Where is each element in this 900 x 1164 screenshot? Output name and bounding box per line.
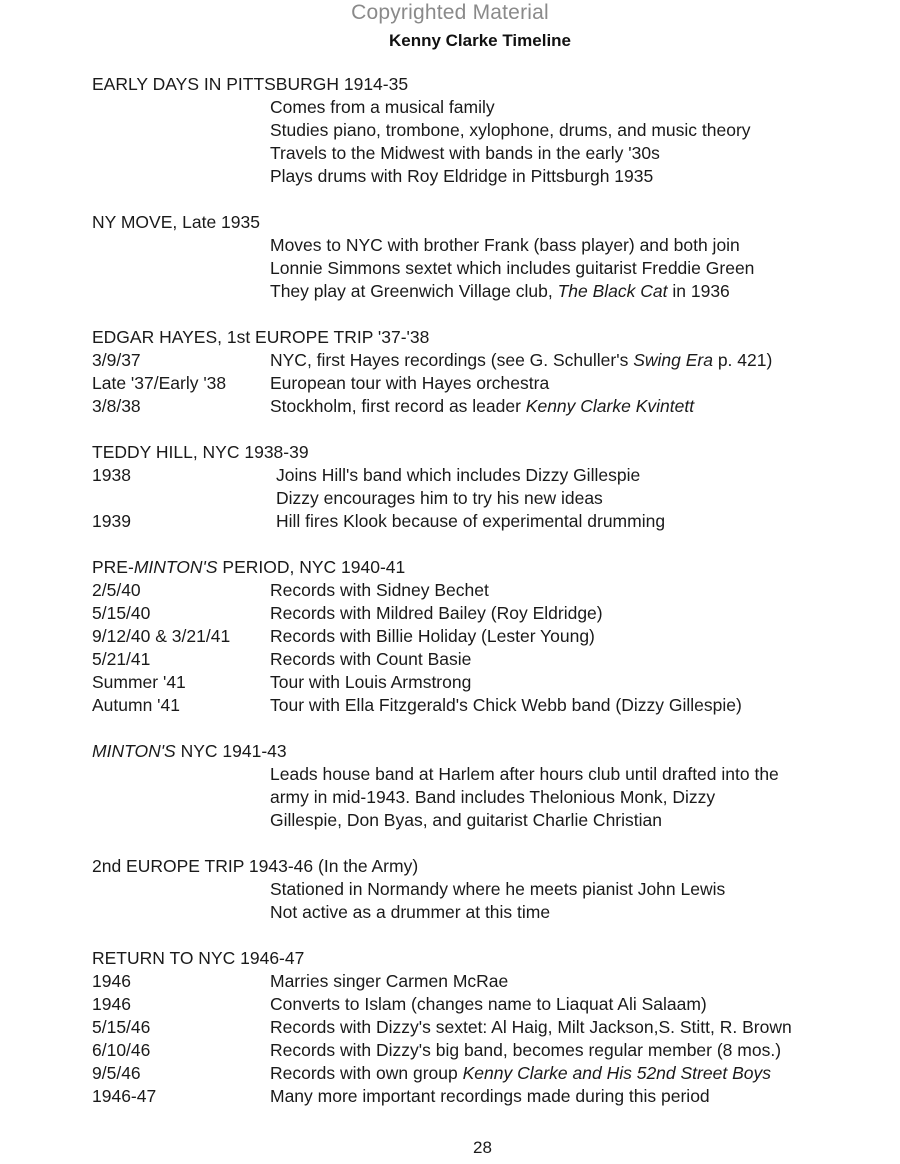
row-date bbox=[92, 257, 270, 280]
section-heading: NY MOVE, Late 1935 bbox=[92, 212, 260, 232]
row-text: Records with Billie Holiday (Lester Young) bbox=[270, 626, 595, 646]
section-heading: 2nd EUROPE TRIP 1943-46 (In the Army) bbox=[92, 856, 419, 876]
row-date: 1946-47 bbox=[92, 1086, 157, 1106]
timeline-row bbox=[92, 510, 882, 533]
section-heading: EARLY DAYS IN PITTSBURGH 1914-35 bbox=[92, 74, 409, 94]
row-text: European tour with Hayes orchestra bbox=[270, 373, 550, 393]
timeline-row bbox=[92, 809, 882, 832]
row-text-pre: They play at Greenwich Village club, bbox=[270, 281, 558, 301]
timeline-row bbox=[92, 602, 882, 625]
page-title: Kenny Clarke Timeline bbox=[388, 31, 572, 50]
row-text: Records with Sidney Bechet bbox=[270, 580, 489, 600]
row-date: 5/15/46 bbox=[92, 1017, 151, 1037]
section-heading: EDGAR HAYES, 1st EUROPE TRIP '37-'38 bbox=[92, 327, 430, 347]
row-text: Studies piano, trombone, xylophone, drums, and music theory bbox=[270, 120, 751, 140]
timeline-row bbox=[92, 349, 882, 372]
timeline-row bbox=[92, 165, 882, 188]
row-text bbox=[270, 349, 882, 372]
timeline-row bbox=[92, 648, 882, 671]
row-text: Records with Count Basie bbox=[270, 649, 472, 669]
heading-post: NYC 1941-43 bbox=[175, 741, 287, 761]
timeline-row bbox=[92, 395, 882, 418]
timeline-row bbox=[92, 372, 882, 395]
timeline-row bbox=[92, 487, 882, 510]
row-date: 1938 bbox=[92, 465, 131, 485]
row-date bbox=[92, 165, 270, 188]
timeline-row bbox=[92, 1062, 882, 1085]
section-edgar-hayes bbox=[92, 326, 882, 418]
row-date bbox=[92, 786, 270, 809]
row-date: 1946 bbox=[92, 994, 131, 1014]
row-text-post: p. 421) bbox=[712, 350, 773, 370]
watermark: Copyrighted Material bbox=[351, 1, 549, 24]
timeline-row bbox=[92, 970, 882, 993]
row-text-post: in 1936 bbox=[667, 281, 730, 301]
row-text: Leads house band at Harlem after hours club until drafted into the bbox=[270, 764, 779, 784]
timeline-row bbox=[92, 878, 882, 901]
heading-italic: MINTON'S bbox=[133, 557, 218, 577]
row-text: army in mid-1943. Band includes Thelonious Monk, Dizzy bbox=[270, 787, 716, 807]
row-text: Tour with Louis Armstrong bbox=[270, 672, 472, 692]
row-text-italic: Swing Era bbox=[633, 350, 713, 370]
timeline-row bbox=[92, 1016, 882, 1039]
row-date: Summer '41 bbox=[92, 672, 186, 692]
row-text: Travels to the Midwest with bands in the early '30s bbox=[270, 143, 660, 163]
row-text-pre: Records with own group bbox=[270, 1063, 463, 1083]
row-text bbox=[270, 1062, 882, 1085]
timeline-row bbox=[92, 694, 882, 717]
row-text bbox=[270, 280, 882, 303]
section-mintons bbox=[92, 740, 882, 832]
row-text: Gillespie, Don Byas, and guitarist Charlie Christian bbox=[270, 810, 662, 830]
section-return-to-nyc bbox=[92, 947, 882, 1108]
row-date bbox=[92, 487, 276, 510]
timeline-row bbox=[92, 901, 882, 924]
timeline-row bbox=[92, 257, 882, 280]
row-text: Tour with Ella Fitzgerald's Chick Webb band (Dizzy Gillespie) bbox=[270, 695, 742, 715]
row-text bbox=[270, 395, 882, 418]
timeline-row bbox=[92, 280, 882, 303]
row-text: Stationed in Normandy where he meets pianist John Lewis bbox=[270, 879, 726, 899]
section-heading bbox=[92, 556, 882, 579]
timeline bbox=[92, 73, 882, 1131]
row-text: Records with Dizzy's sextet: Al Haig, Milt Jackson,S. Stitt, R. Brown bbox=[270, 1017, 792, 1037]
row-text: Marries singer Carmen McRae bbox=[270, 971, 509, 991]
timeline-row bbox=[92, 234, 882, 257]
row-text-italic: Kenny Clarke and His 52nd Street Boys bbox=[462, 1063, 771, 1083]
row-text: Records with Dizzy's big band, becomes regular member (8 mos.) bbox=[270, 1040, 782, 1060]
timeline-row bbox=[92, 671, 882, 694]
row-date bbox=[92, 878, 270, 901]
row-text: Joins Hill's band which includes Dizzy Gillespie bbox=[276, 465, 641, 485]
section-heading: TEDDY HILL, NYC 1938-39 bbox=[92, 442, 309, 462]
section-teddy-hill bbox=[92, 441, 882, 533]
row-date bbox=[92, 234, 270, 257]
row-text: Plays drums with Roy Eldridge in Pittsburgh 1935 bbox=[270, 166, 654, 186]
row-text-italic: Kenny Clarke Kvintett bbox=[525, 396, 695, 416]
row-text: Many more important recordings made during this period bbox=[270, 1086, 710, 1106]
timeline-row bbox=[92, 763, 882, 786]
section-heading bbox=[92, 740, 882, 763]
row-date bbox=[92, 96, 270, 119]
row-date bbox=[92, 763, 270, 786]
row-text-pre: NYC, first Hayes recordings (see G. Schuller's bbox=[270, 350, 634, 370]
page-number: 28 bbox=[473, 1138, 492, 1157]
row-date: 1939 bbox=[92, 511, 131, 531]
row-date: 5/21/41 bbox=[92, 649, 151, 669]
row-text-pre: Stockholm, first record as leader bbox=[270, 396, 526, 416]
row-text: Lonnie Simmons sextet which includes guitarist Freddie Green bbox=[270, 258, 755, 278]
row-text: Converts to Islam (changes name to Liaquat Ali Salaam) bbox=[270, 994, 707, 1014]
row-date: Late '37/Early '38 bbox=[92, 373, 227, 393]
section-early-days bbox=[92, 73, 882, 188]
row-date: 2/5/40 bbox=[92, 580, 141, 600]
timeline-row bbox=[92, 579, 882, 602]
row-date: 9/5/46 bbox=[92, 1063, 141, 1083]
timeline-row bbox=[92, 1085, 882, 1108]
row-date: 5/15/40 bbox=[92, 603, 151, 623]
row-text: Hill fires Klook because of experimental drumming bbox=[276, 511, 666, 531]
row-date: 3/8/38 bbox=[92, 396, 141, 416]
row-date bbox=[92, 809, 270, 832]
timeline-row bbox=[92, 1039, 882, 1062]
row-date bbox=[92, 119, 270, 142]
row-date: 9/12/40 & 3/21/41 bbox=[92, 626, 231, 646]
timeline-row bbox=[92, 142, 882, 165]
timeline-row bbox=[92, 464, 882, 487]
section-heading: RETURN TO NYC 1946-47 bbox=[92, 948, 305, 968]
heading-pre: PRE- bbox=[92, 557, 134, 577]
timeline-row bbox=[92, 96, 882, 119]
row-date: Autumn '41 bbox=[92, 695, 180, 715]
timeline-row bbox=[92, 625, 882, 648]
section-pre-mintons bbox=[92, 556, 882, 717]
row-date: 3/9/37 bbox=[92, 350, 141, 370]
row-text-italic: The Black Cat bbox=[557, 281, 668, 301]
row-date bbox=[92, 142, 270, 165]
heading-post: PERIOD, NYC 1940-41 bbox=[217, 557, 406, 577]
timeline-row bbox=[92, 786, 882, 809]
timeline-row bbox=[92, 119, 882, 142]
row-text: Moves to NYC with brother Frank (bass player) and both join bbox=[270, 235, 740, 255]
row-text: Comes from a musical family bbox=[270, 97, 495, 117]
row-text: Dizzy encourages him to try his new ideas bbox=[276, 488, 603, 508]
section-ny-move bbox=[92, 211, 882, 303]
row-date: 1946 bbox=[92, 971, 131, 991]
row-date bbox=[92, 280, 270, 303]
section-2nd-europe bbox=[92, 855, 882, 924]
row-date bbox=[92, 901, 270, 924]
row-text: Records with Mildred Bailey (Roy Eldridge) bbox=[270, 603, 603, 623]
heading-italic: MINTON'S bbox=[92, 741, 176, 761]
row-text: Not active as a drummer at this time bbox=[270, 902, 551, 922]
timeline-row bbox=[92, 993, 882, 1016]
row-date: 6/10/46 bbox=[92, 1040, 151, 1060]
